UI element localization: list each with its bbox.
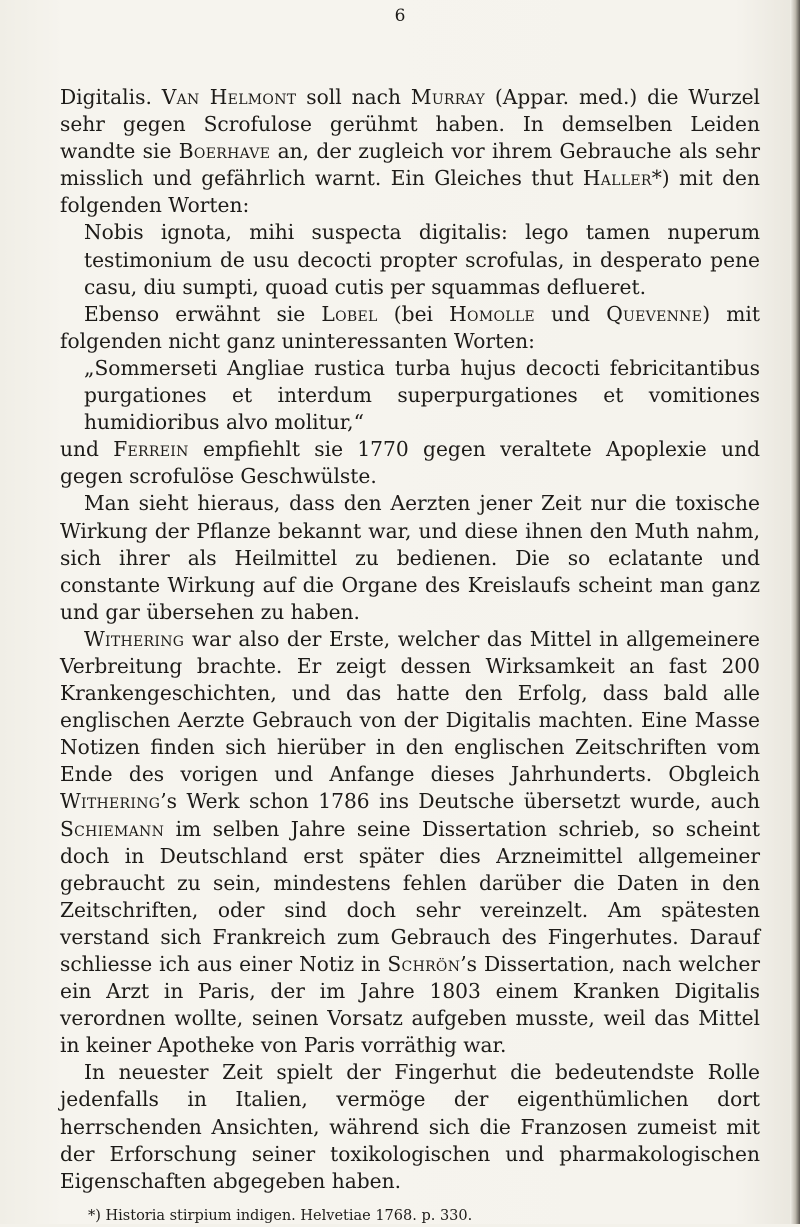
author-name: Schrön <box>387 952 461 976</box>
author-name: Lobel <box>321 301 378 326</box>
latin-quote-lobel: „Sommerseti Angliae rustica turba hujus decocti febricitantibus purgationes et interdum superpurgationes et vomitiones humidioribus alvo molitur,“ <box>84 355 760 435</box>
text-run: ’s Werk schon 1786 ins Deutsche übersetzt wurde, auch <box>160 789 760 814</box>
author-name: Withering <box>84 626 185 651</box>
footnote: *) Historia stirpium indigen. Helvetiae 1768. p. 330. <box>88 1207 473 1224</box>
text-run: (bei <box>377 301 450 326</box>
paragraph-lobel <box>60 301 760 355</box>
text-run: *) mit den folgenden Worten: <box>60 166 760 218</box>
text-run: (Appar. med.) die Wurzel sehr gegen Scrofulose gerühmt haben. In demselben Leiden wandte sie <box>60 85 760 164</box>
author-name: Homolle <box>449 301 535 326</box>
paragraph-toxic-effect: Man sieht hieraus, dass den Aerzten jener Zeit nur die toxische Wirkung der Pflanze bekannt war, und diese ihnen den Muth nahm, sich ihrer als Heilmittel zu bedienen. Die so eclatante und constante Wirkung auf die Organe des Kreislaufs scheint man ganz und gar übersehen zu haben. <box>60 491 760 624</box>
latin-quote-haller: Nobis ignota, mihi suspecta digitalis: lego tamen nuperum testimonium de usu decocti propter scrofulas, in desperato pene casu, diu sumpti, quoad cutis per squammas deflueret. <box>84 220 760 299</box>
text-run: ) mit folgenden nicht ganz uninteressanten Worten: <box>60 301 760 353</box>
text-run: Digitalis. <box>60 85 162 109</box>
text-run: soll nach <box>296 85 411 109</box>
page-edge-shadow <box>790 0 800 1224</box>
author-name: Murray <box>410 85 485 109</box>
author-name: Quevenne <box>606 301 703 326</box>
author-name: Withering <box>60 789 161 814</box>
author-name: Schiemann <box>60 816 165 841</box>
paragraph-withering <box>60 626 760 1060</box>
paragraph-digitalis-history <box>60 84 760 219</box>
text-run: ’s Dissertation, nach welcher ein Arzt in Paris, der im Jahre 1803 einem Kranken Digitalis verordnen wollte, seinen Vorsatz aufgeben musste, weil das Mittel in keiner Apotheke von Paris vorräthig war. <box>60 952 760 1058</box>
page-body <box>60 84 760 1227</box>
text-run: und <box>60 437 114 462</box>
paragraph-italy: In neuester Zeit spielt der Fingerhut die bedeutendste Rolle jedenfalls in Italien, vermöge der eigenthümlichen dort herrschenden Ansichten, während sich die Franzosen zumeist mit der Erforschung seiner toxikologischen und pharmakologischen Eigenschaften abgegeben haben. <box>60 1060 760 1193</box>
text-run: im selben Jahre seine Dissertation schrieb, so scheint doch in Deutschland erst später dies Arzneimittel allgemeiner gebraucht zu sein, mindestens fehlen darüber die Daten in den Zeitschriften, oder sind doch sehr vereinzelt. Am spätesten verstand sich Frankreich zum Gebrauch des Fingerhutes. Darauf schliesse ich aus einer Notiz in <box>60 816 760 976</box>
page-number: 6 <box>394 6 406 26</box>
text-run: war also der Erste, welcher das Mittel in allgemeinere Verbreitung brachte. Er zeigt dessen Wirksamkeit an fast 200 Krankengeschichten, und das hatte den Erfolg, dass bald alle englischen Aerzte Gebrauch von der Digitalis machten. Eine Masse Notizen finden sich hierüber in den englischen Zeitschriften vom Ende des vorigen und Anfange dieses Jahrhunderts. Obgleich <box>60 626 760 787</box>
author-name: Haller <box>582 166 652 191</box>
author-name: Ferrein <box>113 437 189 462</box>
text-run: Ebenso erwähnt sie <box>84 301 322 326</box>
paragraph-ferrein <box>60 436 760 490</box>
text-run: an, der zugleich vor ihrem Gebrauche als sehr misslich und gefährlich warnt. Ein Gleiches thut <box>60 139 760 191</box>
text-run: und <box>534 301 607 326</box>
author-name: Boerhave <box>178 139 271 164</box>
text-run: empfiehlt sie 1770 gegen veraltete Apoplexie und gegen scrofulöse Geschwülste. <box>60 437 760 489</box>
author-name: Van Helmont <box>161 85 297 109</box>
